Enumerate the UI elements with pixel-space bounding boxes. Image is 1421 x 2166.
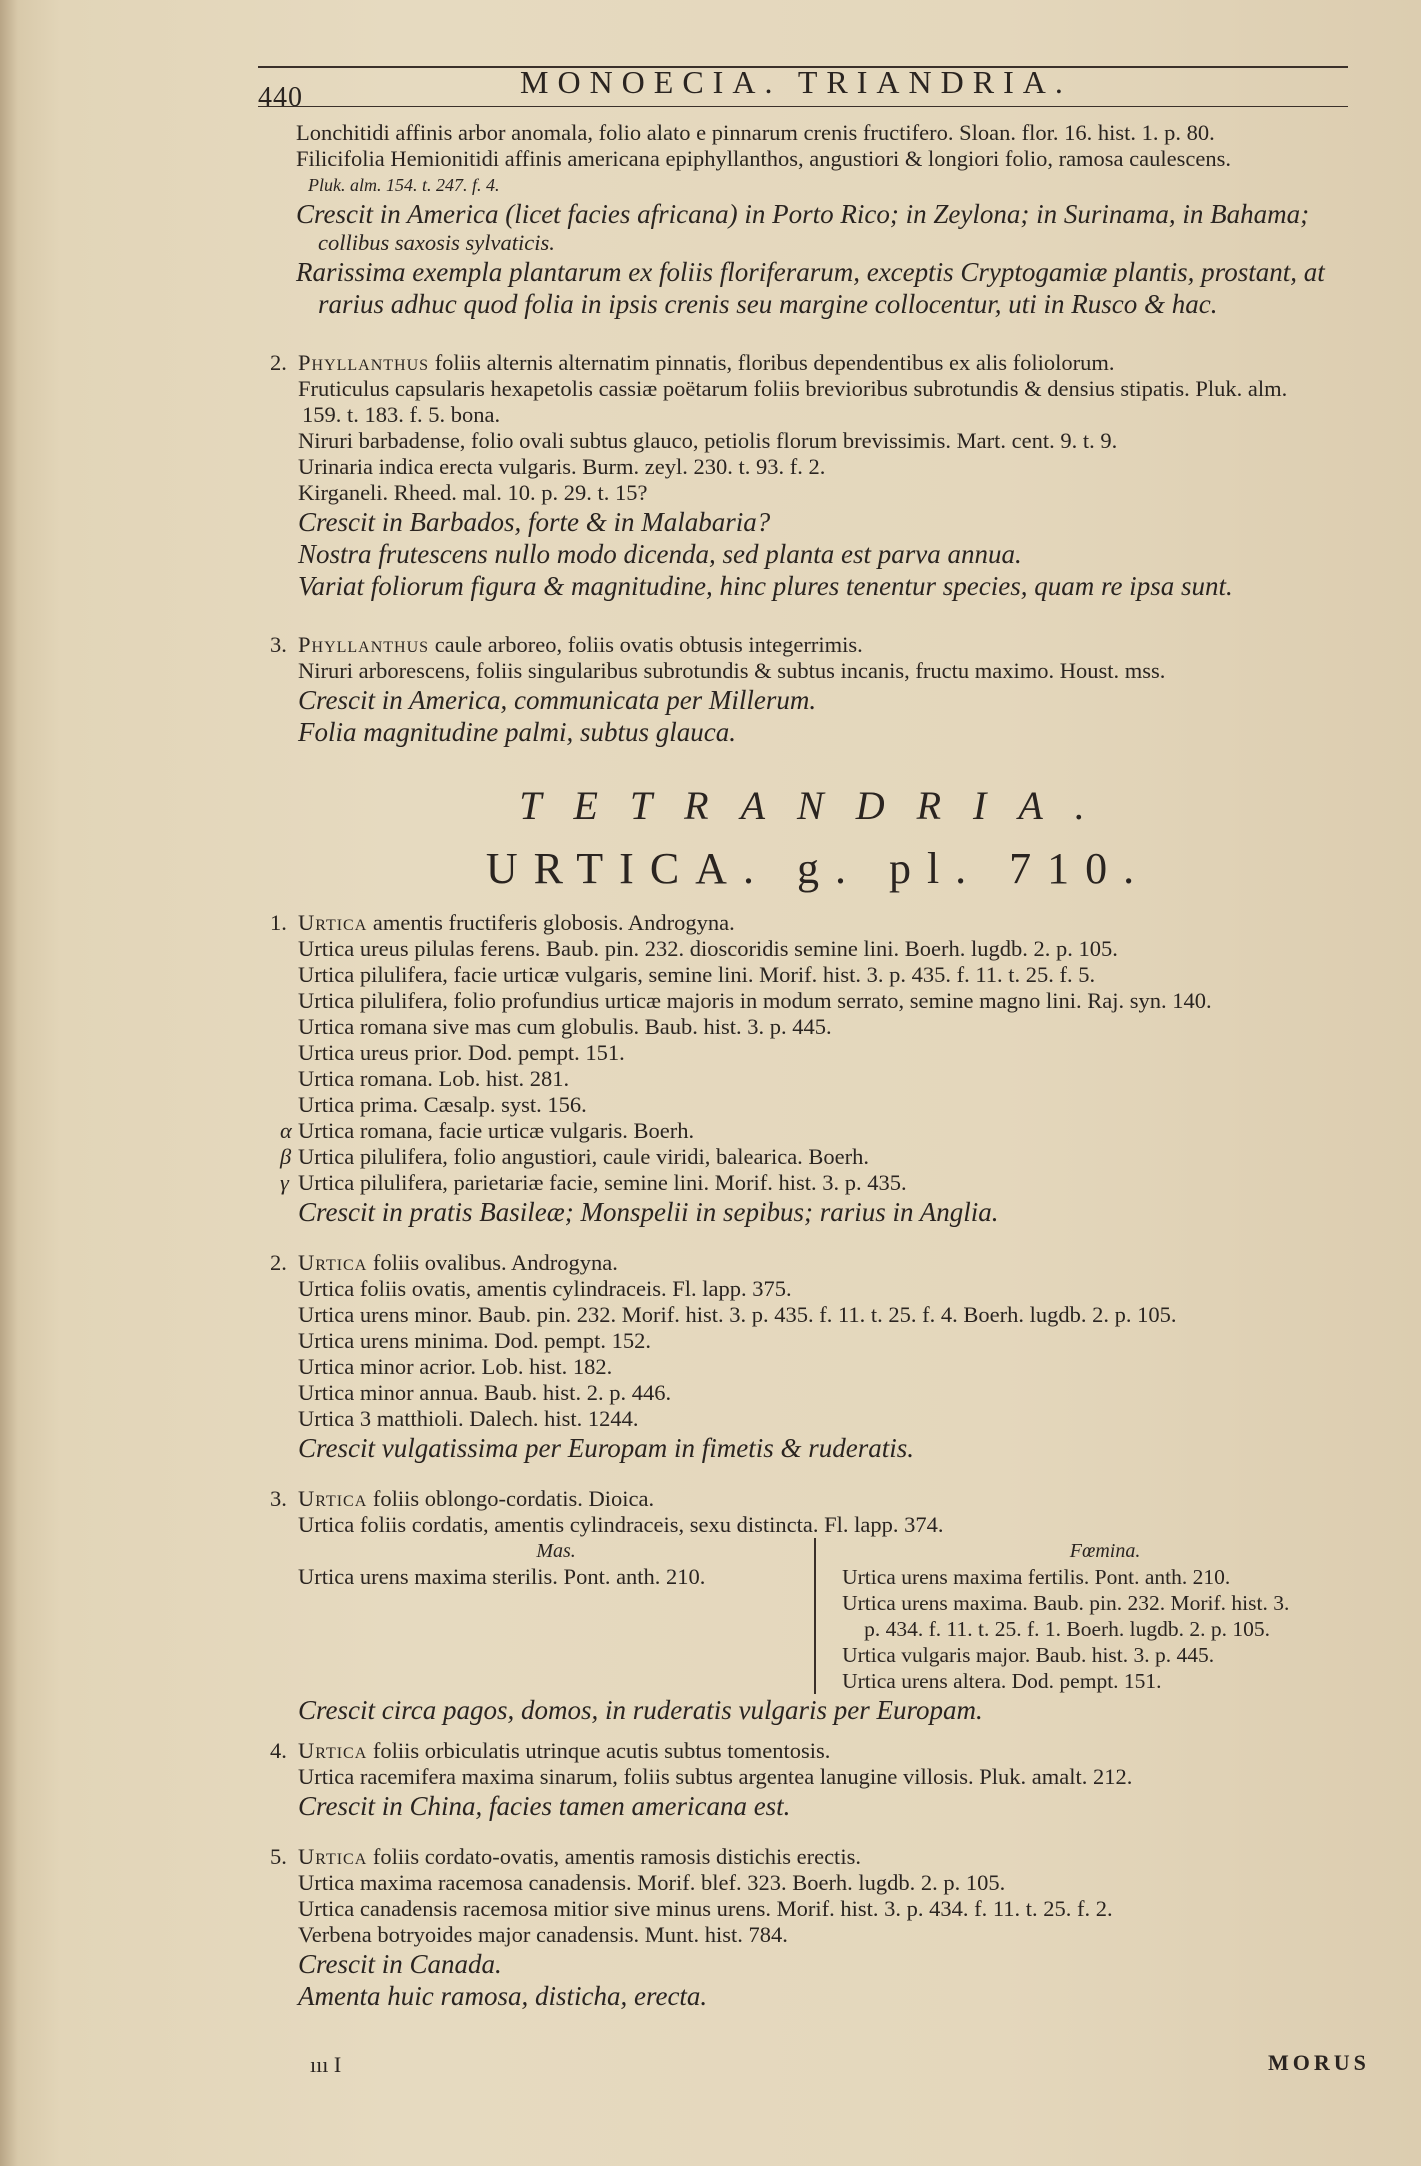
synonym-line: Urtica foliis ovatis, amentis cylindraceis. Fl. lapp. 375. — [298, 1276, 792, 1301]
habitat-line: Crescit in America (licet facies africana) in Porto Rico; in Zeylona; in Surinama, in Bahama; — [296, 199, 1310, 229]
genus-title: URTICA. g. pl. 710. — [485, 844, 1151, 893]
synonym-line: Urtica prima. Cæsalp. syst. 156. — [298, 1092, 587, 1117]
diagnosis: foliis orbiculatis utrinque acutis subtus tomentosis. — [372, 1738, 831, 1763]
genus-name: Urtica — [298, 1486, 368, 1511]
synonym-line: Urtica foliis cordatis, amentis cylindraceis, sexu distincta. Fl. lapp. 374. — [298, 1512, 944, 1537]
note-line: Variat foliorum figura & magnitudine, hinc plures tenentur species, quam re ipsa sunt. — [298, 571, 1233, 601]
synonym-line: Urtica 3 matthioli. Dalech. hist. 1244. — [298, 1406, 639, 1431]
note-line: Nostra frutescens nullo modo dicenda, sed planta est parva annua. — [298, 539, 1022, 569]
synonym-line: Urtica urens minor. Baub. pin. 232. Morif. hist. 3. p. 435. f. 11. t. 25. f. 4. Boerh. lugdb. 2. p. 105. — [298, 1302, 1177, 1327]
synonym-line: Urtica minor annua. Baub. hist. 2. p. 446. — [298, 1380, 672, 1405]
synonym-line: Urtica ureus prior. Dod. pempt. 151. — [298, 1040, 625, 1065]
synonym-line: Niruri barbadense, folio ovali subtus glauco, petiolis florum brevissimis. Mart. cent. 9. t. 9. — [298, 428, 1118, 453]
synonym-line: Kirganeli. Rheed. mal. 10. p. 29. t. 15? — [298, 480, 648, 505]
entry-urtica-4: 4. Urtica foliis orbiculatis utrinque acutis subtus tomentosis. Urtica racemifera maxima sinarum, foliis subtus argentea lanugine villosis. Pluk. amalt. 212. Crescit in China, facies tamen americana est. — [298, 1738, 1368, 1822]
synonym-line: Urtica pilulifera, facie urticæ vulgaris, semine lini. Morif. hist. 3. p. 435. f. 11. t. 25. f. 5. — [298, 962, 1096, 987]
page-number: 440 — [258, 82, 303, 113]
synonym-line: Urtica canadensis racemosa mitior sive minus urens. Morif. hist. 3. p. 434. f. 11. t. 25. f. 2. — [298, 1896, 1113, 1921]
synonym-line: Urtica romana sive mas cum globulis. Baub. hist. 3. p. 445. — [298, 1014, 832, 1039]
habitat-line: Crescit in Canada. — [298, 1949, 502, 1979]
synonym-line: 159. t. 183. f. 5. bona. — [302, 402, 501, 427]
synonym-line: Urtica pilulifera, folio profundius urticæ majoris in modum serrato, semine magno lini. Raj. syn. 140. — [298, 988, 1212, 1013]
synonym-line: Urtica ureus pilulas ferens. Baub. pin. 232. dioscoridis semine lini. Boerh. lugdb. 2. p. 105. — [298, 936, 1118, 961]
diagnosis: foliis alternis alternatim pinnatis, floribus dependentibus ex alis foliolorum. — [434, 350, 1115, 375]
note-line: Amenta huic ramosa, disticha, erecta. — [298, 1981, 708, 2011]
genus-name: Urtica — [298, 1738, 368, 1763]
text-line: Lonchitidi affinis arbor anomala, folio alato e pinnarum crenis fructifero. Sloan. flor. 16. hist. 1. p. 80. — [296, 120, 1215, 145]
femina-label: Fœmina. — [1069, 1540, 1141, 1562]
synonym-line: Verbena botryoides major canadensis. Munt. hist. 784. — [298, 1922, 788, 1947]
sex-columns — [298, 1538, 1368, 1694]
section-title: TETRANDRIA. — [519, 783, 1117, 828]
mas-column — [298, 1538, 814, 1694]
running-head: MONOECIA. TRIANDRIA. — [520, 64, 1072, 100]
mas-label: Mas. — [536, 1540, 576, 1562]
entry-lonchitidi — [296, 120, 1368, 320]
synonym-line: Urinaria indica erecta vulgaris. Burm. zeyl. 230. t. 93. f. 2. — [298, 454, 826, 479]
synonym-line: Fruticulus capsularis hexapetolis cassiæ poëtarum foliis brevioribus subrotundis & densius stipatis. Pluk. alm. — [298, 376, 1288, 401]
habitat-line: Crescit in pratis Basileæ; Monspelii in sepibus; rarius in Anglia. — [298, 1197, 999, 1227]
habitat-line: Crescit in America, communicata per Millerum. — [298, 685, 817, 715]
note-line: Folia magnitudine palmi, subtus glauca. — [298, 717, 736, 747]
note-line: rarius adhuc quod folia in ipsis crenis seu margine collocentur, uti in Rusco & hac. — [318, 289, 1218, 319]
synonym-line: Urtica vulgaris major. Baub. hist. 3. p. 445. — [842, 1643, 1215, 1667]
synonym-line: Urtica minor acrior. Lob. hist. 182. — [298, 1354, 613, 1379]
text-line: Filicifolia Hemionitidi affinis americana epiphyllanthos, angustiori & longiori folio, ramosa caulescens. — [296, 146, 1231, 171]
habitat-line: collibus saxosis sylvaticis. — [318, 230, 555, 255]
page-body — [270, 120, 1368, 2012]
diagnosis: foliis oblongo-cordatis. Dioica. — [372, 1486, 655, 1511]
catchword: MORUS — [1268, 2050, 1370, 2075]
habitat-line: Crescit vulgatissima per Europam in fimetis & ruderatis. — [298, 1433, 914, 1463]
variety-mark: α — [280, 1118, 292, 1143]
entry-urtica-3: 3. Urtica foliis oblongo-cordatis. Dioica. Urtica foliis cordatis, amentis cylindraceis, sexu distincta. Fl. lapp. 374. Mas. Urtica urens maxima sterilis. Pont. anth. 210. Fœmina. Urtica urens maxima fertilis. Pont. anth. 210. Urtica urens maxima. Baub. pin. 232. Morif. hist. 3. p. 434. f. 11. t. 25. f. 1. Boerh. lugdb. 2. p. 105. Urtica vulgaris major. Baub. hist. 3. p. 445. Urtica urens altera. Dod. pempt. 151. Crescit circa pagos, domos, in ruderatis vulgaris per Europam. — [298, 1486, 1368, 1726]
diagnosis: foliis cordato-ovatis, amentis ramosis distichis erectis. — [372, 1844, 861, 1869]
entry-urtica-2: 2. Urtica foliis ovalibus. Androgyna. Urtica foliis ovatis, amentis cylindraceis. Fl. lapp. 375. Urtica urens minor. Baub. pin. 232. Morif. hist. 3. p. 435. f. 11. t. 25. f. 4. Boerh. lugdb. 2. p. 105. Urtica urens minima. Dod. pempt. 152. Urtica minor acrior. Lob. hist. 182. Urtica minor annua. Baub. hist. 2. p. 446. Urtica 3 matthioli. Dalech. hist. 1244. Crescit vulgatissima per Europam in fimetis & ruderatis. — [298, 1250, 1368, 1464]
synonym-line: Urtica urens maxima fertilis. Pont. anth. 210. — [842, 1565, 1231, 1589]
habitat-line: Crescit in Barbados, forte & in Malabaria? — [298, 507, 771, 537]
variety-mark: β — [280, 1144, 292, 1169]
diagnosis: foliis ovalibus. Androgyna. — [372, 1250, 618, 1275]
genus-name: Urtica — [298, 1844, 368, 1869]
variety-mark: γ — [280, 1170, 289, 1195]
signature-mark: ııı I — [310, 2052, 342, 2077]
synonym-line: Urtica urens minima. Dod. pempt. 152. — [298, 1328, 652, 1353]
variety-line: Urtica pilulifera, parietariæ facie, semine lini. Morif. hist. 3. p. 435. — [298, 1170, 907, 1195]
genus-name: Phyllanthus — [298, 632, 430, 657]
synonym-line: Urtica urens altera. Dod. pempt. 151. — [842, 1669, 1162, 1693]
synonym-line: Urtica urens maxima. Baub. pin. 232. Morif. hist. 3. — [842, 1591, 1290, 1615]
habitat-line: Crescit circa pagos, domos, in ruderatis vulgaris per Europam. — [298, 1695, 983, 1725]
femina-column — [814, 1538, 1368, 1694]
genus-name: Phyllanthus — [298, 350, 430, 375]
variety-line: Urtica pilulifera, folio angustiori, caule viridi, balearica. Boerh. — [298, 1144, 870, 1169]
entry-urtica-1: 1. Urtica amentis fructiferis globosis. Androgyna. Urtica ureus pilulas ferens. Baub. pin. 232. dioscoridis semine lini. Boerh. lugdb. 2. p. 105. Urtica pilulifera, facie urticæ vulgaris, semine lini. Morif. hist. 3. p. 435. f. 11. t. 25. f. 5. Urtica pilulifera, folio profundius urticæ majoris in modum serrato, semine magno lini. Raj. syn. 140. Urtica romana sive mas cum globulis. Baub. hist. 3. p. 445. Urtica ureus prior. Dod. pempt. 151. Urtica romana. Lob. hist. 281. Urtica prima. Cæsalp. syst. 156. α Urtica romana, facie urticæ vulgaris. Boerh. β Urtica pilulifera, folio angustiori, caule viridi, balearica. Boerh. γ Urtica pilulifera, parietariæ facie, semine lini. Morif. hist. 3. p. 435. Crescit in pratis Basileæ; Monspelii in sepibus; rarius in Anglia. — [298, 910, 1368, 1228]
habitat-line: Crescit in China, facies tamen americana est. — [298, 1791, 791, 1821]
genus-name: Urtica — [298, 1250, 368, 1275]
entry-phyllanthus-3: 3. Phyllanthus caule arboreo, foliis ovatis obtusis integerrimis. Niruri arborescens, foliis singularibus subrotundis & subtus incanis, fructu maximo. Houst. mss. Crescit in America, communicata per Millerum. Folia magnitudine palmi, subtus glauca. — [298, 632, 1368, 748]
header-rule-bottom — [258, 106, 1348, 107]
text-line: Pluk. alm. 154. t. 247. f. 4. — [308, 175, 500, 195]
synonym-line: Niruri arborescens, foliis singularibus subrotundis & subtus incanis, fructu maximo. Houst. mss. — [298, 658, 1166, 683]
diagnosis: caule arboreo, foliis ovatis obtusis integerrimis. — [434, 632, 863, 657]
synonym-line: Urtica racemifera maxima sinarum, foliis subtus argentea lanugine villosis. Pluk. amalt. 212. — [298, 1764, 1133, 1789]
synonym-line: Urtica romana. Lob. hist. 281. — [298, 1066, 570, 1091]
synonym-line: p. 434. f. 11. t. 25. f. 1. Boerh. lugdb. 2. p. 105. — [864, 1617, 1271, 1641]
entry-urtica-5: 5. Urtica foliis cordato-ovatis, amentis ramosis distichis erectis. Urtica maxima racemosa canadensis. Morif. blef. 323. Boerh. lugdb. 2. p. 105. Urtica canadensis racemosa mitior sive minus urens. Morif. hist. 3. p. 434. f. 11. t. 25. f. 2. Verbena botryoides major canadensis. Munt. hist. 784. Crescit in Canada. Amenta huic ramosa, disticha, erecta. — [298, 1844, 1368, 2012]
synonym-line: Urtica maxima racemosa canadensis. Morif. blef. 323. Boerh. lugdb. 2. p. 105. — [298, 1870, 1006, 1895]
variety-line: Urtica romana, facie urticæ vulgaris. Boerh. — [298, 1118, 695, 1143]
diagnosis: amentis fructiferis globosis. Androgyna. — [372, 910, 735, 935]
genus-name: Urtica — [298, 910, 368, 935]
synonym-line: Urtica urens maxima sterilis. Pont. anth. 210. — [298, 1564, 706, 1589]
entry-phyllanthus-2: 2. Phyllanthus foliis alternis alternatim pinnatis, floribus dependentibus ex alis foliolorum. Fruticulus capsularis hexapetolis cassiæ poëtarum foliis brevioribus subrotundis & densius stipatis. Pluk. alm. 159. t. 183. f. 5. bona. Niruri barbadense, folio ovali subtus glauco, petiolis florum brevissimis. Mart. cent. 9. t. 9. Urinaria indica erecta vulgaris. Burm. zeyl. 230. t. 93. f. 2. Kirganeli. Rheed. mal. 10. p. 29. t. 15? Crescit in Barbados, forte & in Malabaria? Nostra frutescens nullo modo dicenda, sed planta est parva annua. Variat foliorum figura & magnitudine, hinc plures tenentur species, quam re ipsa sunt. — [298, 350, 1368, 602]
note-line: Rarissima exempla plantarum ex foliis floriferarum, exceptis Cryptogamiæ plantis, prostant, at — [296, 257, 1325, 287]
